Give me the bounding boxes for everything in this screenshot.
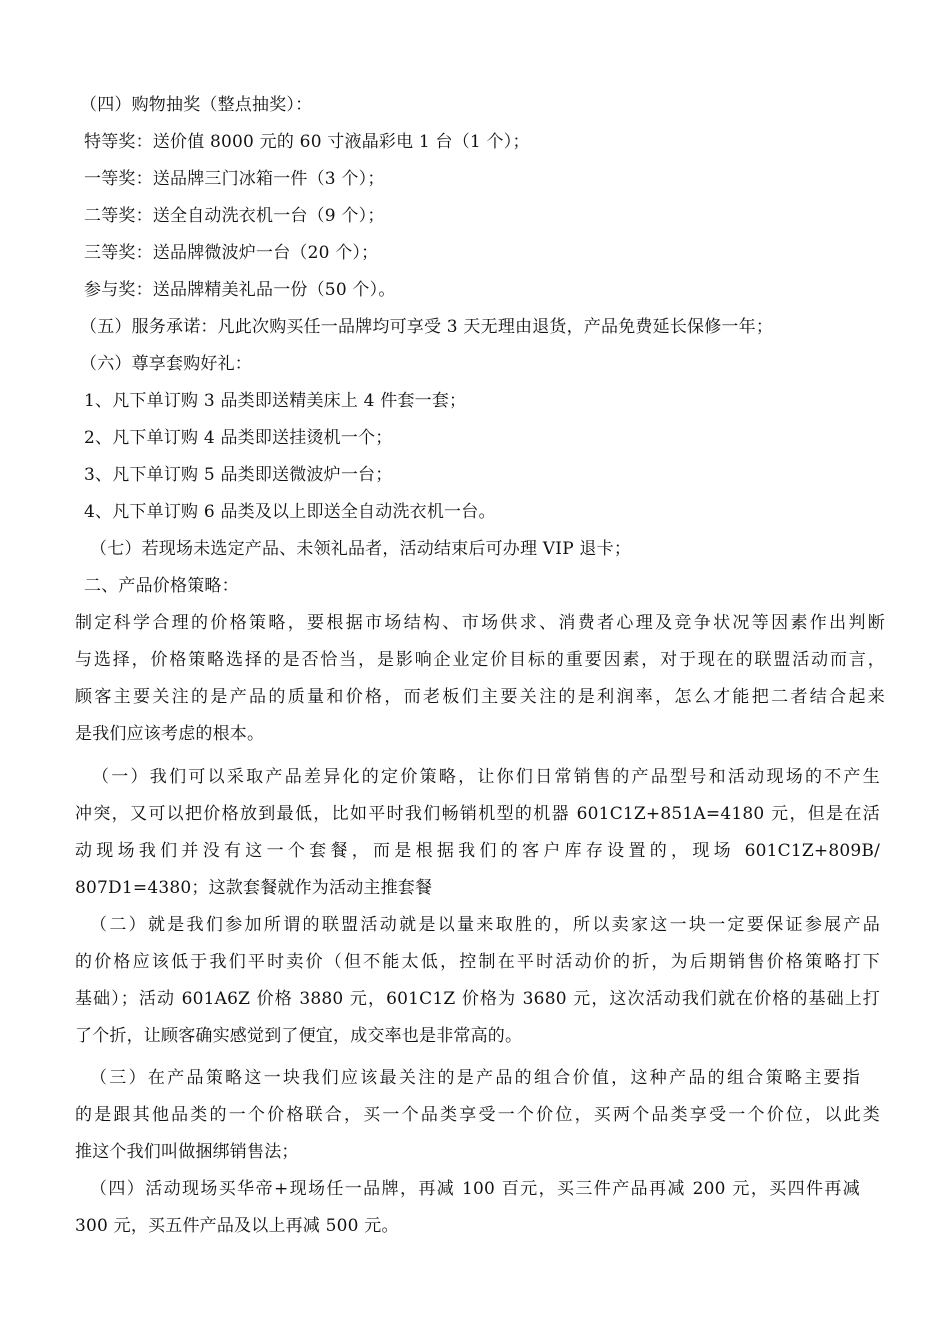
section-vip-refund: （七）若现场未选定产品、未领礼品者，活动结束后可办理 VIP 退卡； <box>90 539 632 559</box>
prize-participation: 参与奖：送品牌精美礼品一份（50 个）。 <box>84 280 396 300</box>
section-service-promise: （五）服务承诺：凡此次购买任一品牌均可享受 3 天无理由退货，产品免费延长保修一年； <box>80 317 774 337</box>
prize-second: 二等奖：送全自动洗衣机一台（9 个）； <box>84 206 385 226</box>
prize-third: 三等奖：送品牌微波炉一台（20 个）； <box>84 243 379 263</box>
paragraph-line: （二）就是我们参加所谓的联盟活动就是以量来取胜的，所以卖家这一块一定要保证参展产品 <box>90 915 880 935</box>
bundle-gift-item: 4、凡下单订购 6 品类及以上即送全自动洗衣机一台。 <box>84 502 496 522</box>
paragraph-line: 807D1=4380；这款套餐就作为活动主推套餐 <box>75 878 433 898</box>
paragraph-line: 基础）；活动 601A6Z 价格 3880 元，601C1Z 价格为 3680 元，这次活动我们就在价格的基础上打 <box>75 989 880 1009</box>
bundle-gift-item: 3、凡下单订购 5 品类即送微波炉一台； <box>84 465 393 485</box>
section-pricing-strategy-heading: 二、产品价格策略： <box>84 576 239 596</box>
prize-first: 一等奖：送品牌三门冰箱一件（3 个）； <box>84 169 385 189</box>
paragraph-line: 是我们应该考虑的根本。 <box>75 724 265 744</box>
paragraph-line: （四）活动现场买华帝+现场任一品牌，再减 100 百元，买三件产品再减 200 元，买四件再减 <box>90 1179 860 1199</box>
section-shopping-lottery-heading: （四）购物抽奖（整点抽奖）： <box>80 95 313 115</box>
paragraph-line: 顾客主要关注的是产品的质量和价格，而老板们主要关注的是利润率，怎么才能把二者结合起来 <box>75 687 885 707</box>
paragraph-line: 冲突，又可以把价格放到最低，比如平时我们畅销机型的机器 601C1Z+851A=4180 元，但是在活 <box>75 804 880 824</box>
paragraph-line: 制定科学合理的价格策略，要根据市场结构、市场供求、消费者心理及竞争状况等因素作出判断 <box>75 613 885 633</box>
paragraph-line: 动现场我们并没有这一个套餐，而是根据我们的客户库存设置的，现场 601C1Z+809B/ <box>75 841 880 861</box>
section-bundle-gifts-heading: （六）尊享套购好礼： <box>80 354 252 374</box>
paragraph-line: 推这个我们叫做捆绑销售法； <box>75 1142 299 1162</box>
paragraph-line: 的价格应该低于我们平时卖价（但不能太低，控制在平时活动价的折，为后期销售价格策略打下 <box>75 952 880 972</box>
bundle-gift-item: 1、凡下单订购 3 品类即送精美床上 4 件套一套； <box>84 391 467 411</box>
paragraph-line: 了个折，让顾客确实感觉到了便宜，成交率也是非常高的。 <box>75 1026 523 1046</box>
paragraph-line: 与选择，价格策略选择的是否恰当，是影响企业定价目标的重要因素，对于现在的联盟活动而言， <box>75 650 885 670</box>
paragraph-line: （一）我们可以采取产品差异化的定价策略，让你们日常销售的产品型号和活动现场的不产生 <box>92 767 880 787</box>
paragraph-line: （三）在产品策略这一块我们应该最关注的是产品的组合价值，这种产品的组合策略主要指 <box>90 1068 860 1088</box>
paragraph-line: 的是跟其他品类的一个价格联合，买一个品类享受一个价位，买两个品类享受一个价位，以此类 <box>75 1105 880 1125</box>
bundle-gift-item: 2、凡下单订购 4 品类即送挂烫机一个； <box>84 428 393 448</box>
paragraph-line: 300 元，买五件产品及以上再减 500 元。 <box>75 1216 399 1236</box>
prize-special: 特等奖：送价值 8000 元的 60 寸液晶彩电 1 台（1 个）； <box>84 132 530 152</box>
